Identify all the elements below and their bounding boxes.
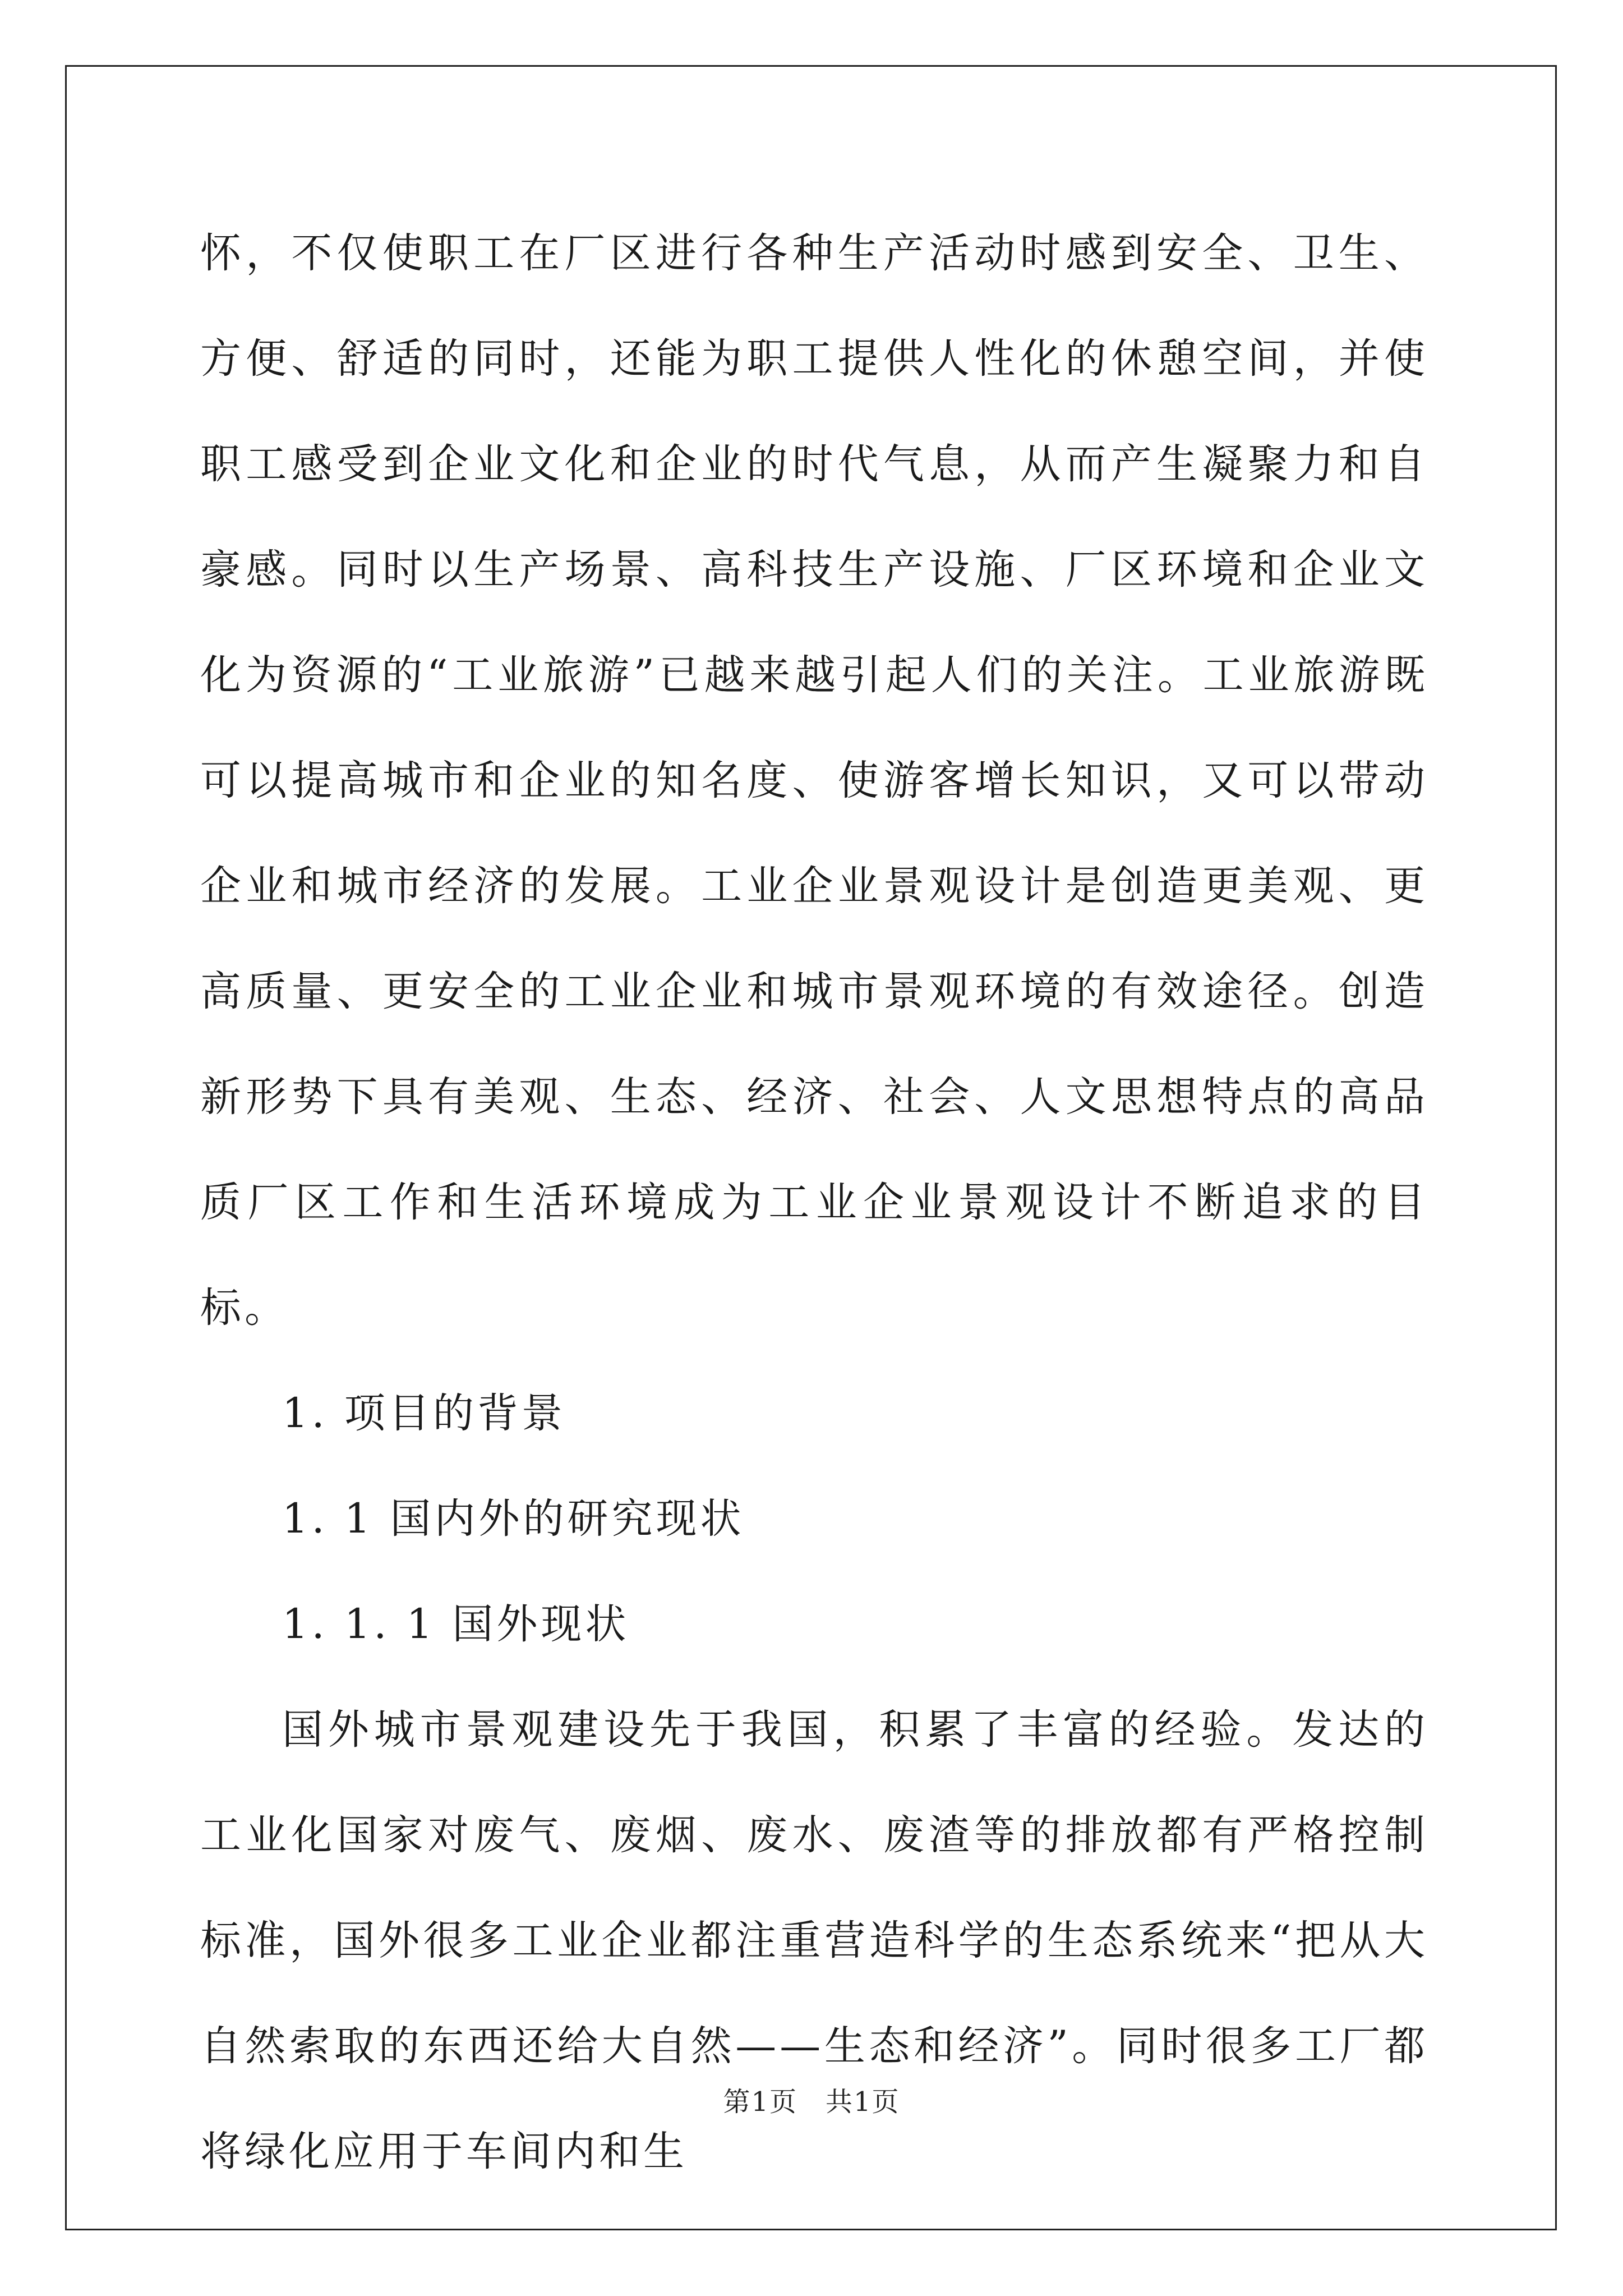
heading-research-status: 1. 1 国内外的研究现状: [282, 1495, 745, 1543]
paragraph-foreign-status: 国外城市景观建设先于我国，积累了丰富的经验。发达的工业化国家对废气、废烟、废水、废渣等的排放都有严格控制标准，国外很多工业企业都注重营造科学的生态系统来“把从大自然索取的东西还给大自然——生态和经济”。同时很多工厂都将绿化应用于车间内和生: [200, 1706, 1428, 2175]
paragraph-continued: 怀，不仅使职工在厂区进行各种生产活动时感到安全、卫生、方便、舒适的同时，还能为职工提供人性化的休憩空间，并使职工感受到企业文化和企业的时代气息，从而产生凝聚力和自豪感。同时以生产场景、高科技生产设施、厂区环境和企业文化为资源的“工业旅游”已越来越引起人们的关注。工业旅游既可以提高城市和企业的知名度、使游客增长知识，又可以带动企业和城市经济的发展。工业企业景观设计是创造更美观、更高质量、更安全的工业企业和城市景观环境的有效途径。创造新形势下具有美观、生态、经济、社会、人文思想特点的高品质厂区工作和生活环境成为工业企业景观设计不断追求的目标。: [200, 229, 1428, 1332]
heading-foreign-status: 1. 1. 1 国外现状: [282, 1600, 630, 1648]
page-number-footer: 第1页 共1页: [723, 2086, 900, 2118]
heading-project-background: 1. 项目的背景: [282, 1389, 566, 1437]
document-body: [200, 201, 1428, 2205]
